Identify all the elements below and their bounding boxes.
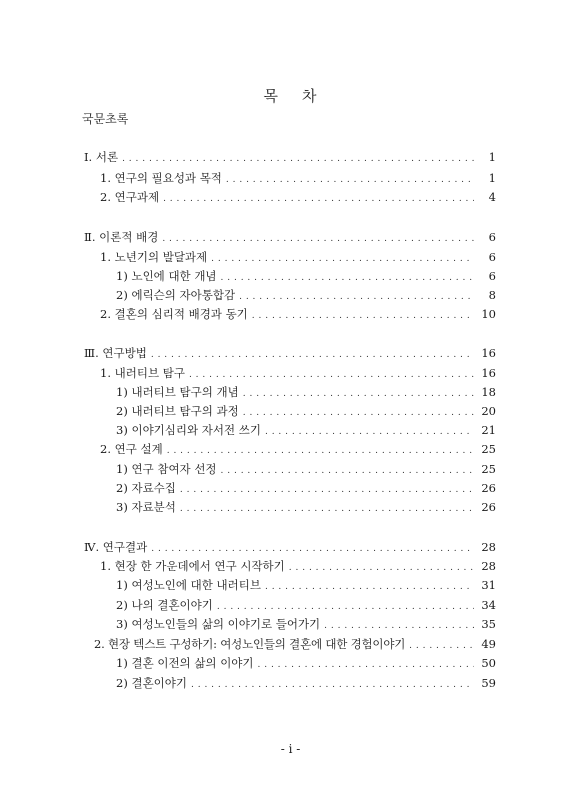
toc-section[interactable]: [100, 559, 496, 573]
toc-section[interactable]: [100, 250, 496, 264]
toc-entry-label: 1) 노인에 대한 개념: [116, 269, 217, 283]
leader-dots: [162, 232, 474, 246]
toc-entry-label: 3) 이야기심리와 자서전 쓰기: [116, 423, 261, 437]
toc-entry-label: 2) 에릭슨의 자아통합감: [116, 288, 236, 302]
leader-dots: [265, 580, 474, 594]
page-title: 목 차: [263, 87, 318, 105]
toc-entry-label: 1. 내러티브 탐구: [100, 366, 185, 380]
toc-page-number: 1: [488, 150, 496, 164]
toc-page-number: 25: [481, 442, 496, 456]
toc-subsection[interactable]: [116, 462, 496, 476]
leader-dots: [243, 387, 474, 401]
toc-entry-label: 2) 결혼이야기: [116, 676, 188, 690]
leader-dots: [258, 658, 474, 672]
toc-section[interactable]: [100, 366, 496, 380]
leader-dots: [324, 619, 474, 633]
leader-dots: [151, 348, 474, 362]
toc-page-number: 25: [481, 462, 496, 476]
toc-entry-label: 1. 연구의 필요성과 목적: [100, 171, 222, 185]
toc-entry-label: 2. 연구 설계: [100, 442, 163, 456]
toc-page-number: 34: [481, 598, 496, 612]
toc-chapter[interactable]: [84, 230, 496, 244]
toc-subsection[interactable]: [116, 617, 496, 631]
toc-section[interactable]: [94, 637, 496, 651]
leader-dots: [163, 192, 474, 206]
toc-page-number: 16: [481, 346, 496, 360]
leader-dots: [122, 152, 474, 166]
toc-entry-label: 2. 결혼의 심리적 배경과 동기: [100, 307, 248, 321]
toc-page-number: 26: [481, 481, 496, 495]
toc-entry-label: 2. 연구과제: [100, 190, 160, 204]
toc-subsection[interactable]: [116, 288, 496, 302]
toc-section[interactable]: [100, 307, 496, 321]
leader-dots: [180, 502, 474, 516]
toc-page-number: 6: [488, 250, 496, 264]
toc-page-number: 18: [481, 385, 496, 399]
toc-subsection[interactable]: [116, 423, 496, 437]
toc-page-number: 6: [488, 269, 496, 283]
toc-entry-label: 2) 나의 결혼이야기: [116, 598, 213, 612]
toc-chapter[interactable]: [84, 540, 496, 554]
toc-page-number: 28: [481, 540, 496, 554]
toc-page-number: 49: [481, 637, 496, 651]
toc-page-number: 59: [481, 676, 496, 690]
toc-entry-label: Ⅱ. 이론적 배경: [84, 230, 159, 244]
leader-dots: [265, 425, 474, 439]
toc-section[interactable]: [100, 190, 496, 204]
toc-section[interactable]: [100, 171, 496, 185]
toc-page-number: 16: [481, 366, 496, 380]
toc-page-number: 6: [488, 230, 496, 244]
leader-dots: [167, 444, 474, 458]
toc-entry-label: 1) 여성노인에 대한 내러티브: [116, 578, 261, 592]
toc-entry-label: Ⅲ. 연구방법: [84, 346, 147, 360]
leader-dots: [409, 639, 474, 653]
toc-entry-label: 3) 자료분석: [116, 500, 176, 514]
toc-entry-label: 2) 내러티브 탐구의 과정: [116, 404, 239, 418]
toc-page-number: 50: [481, 656, 496, 670]
toc-page-number: 26: [481, 500, 496, 514]
toc-entry-label: 2) 자료수집: [116, 481, 176, 495]
leader-dots: [289, 561, 474, 575]
leader-dots: [217, 600, 474, 614]
toc-page-number: 20: [481, 404, 496, 418]
leader-dots: [189, 368, 474, 382]
toc-page-number: 10: [481, 307, 496, 321]
toc-subsection[interactable]: [116, 676, 496, 690]
toc-entry-label: 2. 현장 텍스트 구성하기: 여성노인들의 결혼에 대한 경험이야기: [94, 637, 406, 651]
leader-dots: [252, 309, 474, 323]
toc-page-number: 28: [481, 559, 496, 573]
toc-subsection[interactable]: [116, 578, 496, 592]
toc-page-number: 1: [488, 171, 496, 185]
toc-page-number: 8: [488, 288, 496, 302]
toc-subsection[interactable]: [116, 269, 496, 283]
leader-dots: [243, 406, 474, 420]
leader-dots: [211, 252, 474, 266]
toc-entry-label: 1. 노년기의 발달과제: [100, 250, 208, 264]
leader-dots: [151, 542, 474, 556]
leader-dots: [221, 271, 474, 285]
leader-dots: [180, 483, 474, 497]
leader-dots: [226, 173, 474, 187]
toc-page-number: 35: [481, 617, 496, 631]
toc-subsection[interactable]: [116, 500, 496, 514]
toc-entry-label: 1. 현장 한 가운데에서 연구 시작하기: [100, 559, 285, 573]
toc-section[interactable]: [100, 442, 496, 456]
toc-subsection[interactable]: [116, 598, 496, 612]
toc-page-number: 4: [488, 190, 496, 204]
toc-subsection[interactable]: [116, 385, 496, 399]
toc-entry-label: Ⅳ. 연구결과: [84, 540, 148, 554]
toc-entry-label: 3) 여성노인들의 삶의 이야기로 들어가기: [116, 617, 321, 631]
toc-subsection[interactable]: [116, 481, 496, 495]
toc-entry-label: 1) 결혼 이전의 삶의 이야기: [116, 656, 254, 670]
toc-subsection[interactable]: [116, 404, 496, 418]
toc-page-number: 31: [481, 578, 496, 592]
toc-entry-label: 1) 내러티브 탐구의 개념: [116, 385, 239, 399]
toc-chapter[interactable]: [84, 150, 496, 164]
toc-chapter[interactable]: [84, 346, 496, 360]
abstract-label: 국문초록: [82, 112, 129, 126]
leader-dots: [221, 464, 474, 478]
toc-subsection[interactable]: [116, 656, 496, 670]
leader-dots: [191, 678, 474, 692]
toc-entry-label: 1) 연구 참여자 선정: [116, 462, 217, 476]
toc-entry-label: Ⅰ. 서론: [84, 150, 119, 164]
page-footer-number: - i -: [280, 742, 301, 756]
leader-dots: [239, 290, 474, 304]
toc-page-number: 21: [481, 423, 496, 437]
